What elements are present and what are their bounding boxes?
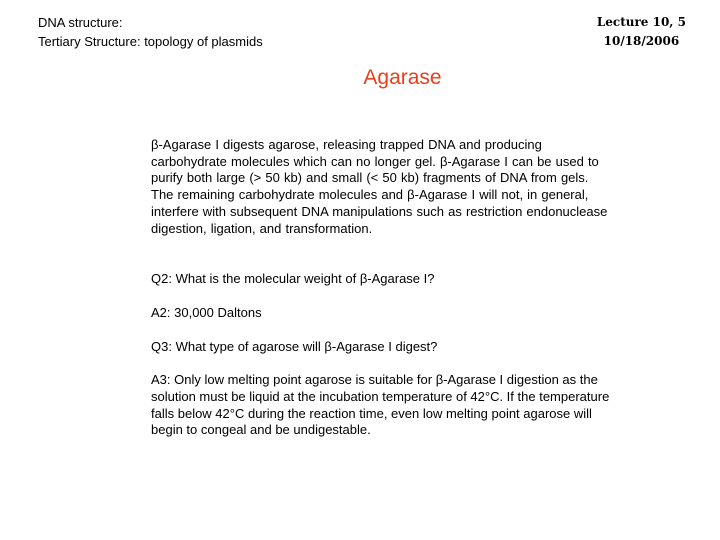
spacer [151,288,613,305]
spacer [151,237,613,271]
course-subtopic: Tertiary Structure: topology of plasmids [38,34,263,49]
intro-paragraph: β-Agarase I digests agarose, releasing trapped DNA and producing carbohydrate molecules which can no longer gel. β-Agarase I can be used to purify both large (> 50 kb) and small (< 50 kb) fragments of DNA from gels. The remaining carbohydrate molecules and β-Agarase I will not, in general, interfere with subsequent DNA manipulations such as restriction endonuclease digestion, ligation, and transformation. [151,137,608,236]
lecture-date: 10/18/2006 [603,34,680,48]
lecture-info [597,13,686,51]
question-2: Q2: What is the molecular weight of β-Agarase I? [151,271,435,287]
slide-body [151,137,613,439]
spacer [151,355,613,372]
answer-3: A3: Only low melting point agarose is suitable for β-Agarase I digestion as the solution must be liquid at the incubation temperature of 42°C. If the temperature falls below 42°C during the reaction time, even low melting point agarose will begin to congeal and be undigestable. [151,372,610,438]
course-topic: DNA structure: [38,15,123,30]
question-3: Q3: What type of agarose will β-Agarase I digest? [151,338,438,354]
course-header [38,13,263,51]
slide-title: Agarase [363,66,442,89]
answer-2: A2: 30,000 Daltons [151,304,262,320]
lecture-number: Lecture 10, 5 [596,15,686,29]
spacer [151,322,613,339]
